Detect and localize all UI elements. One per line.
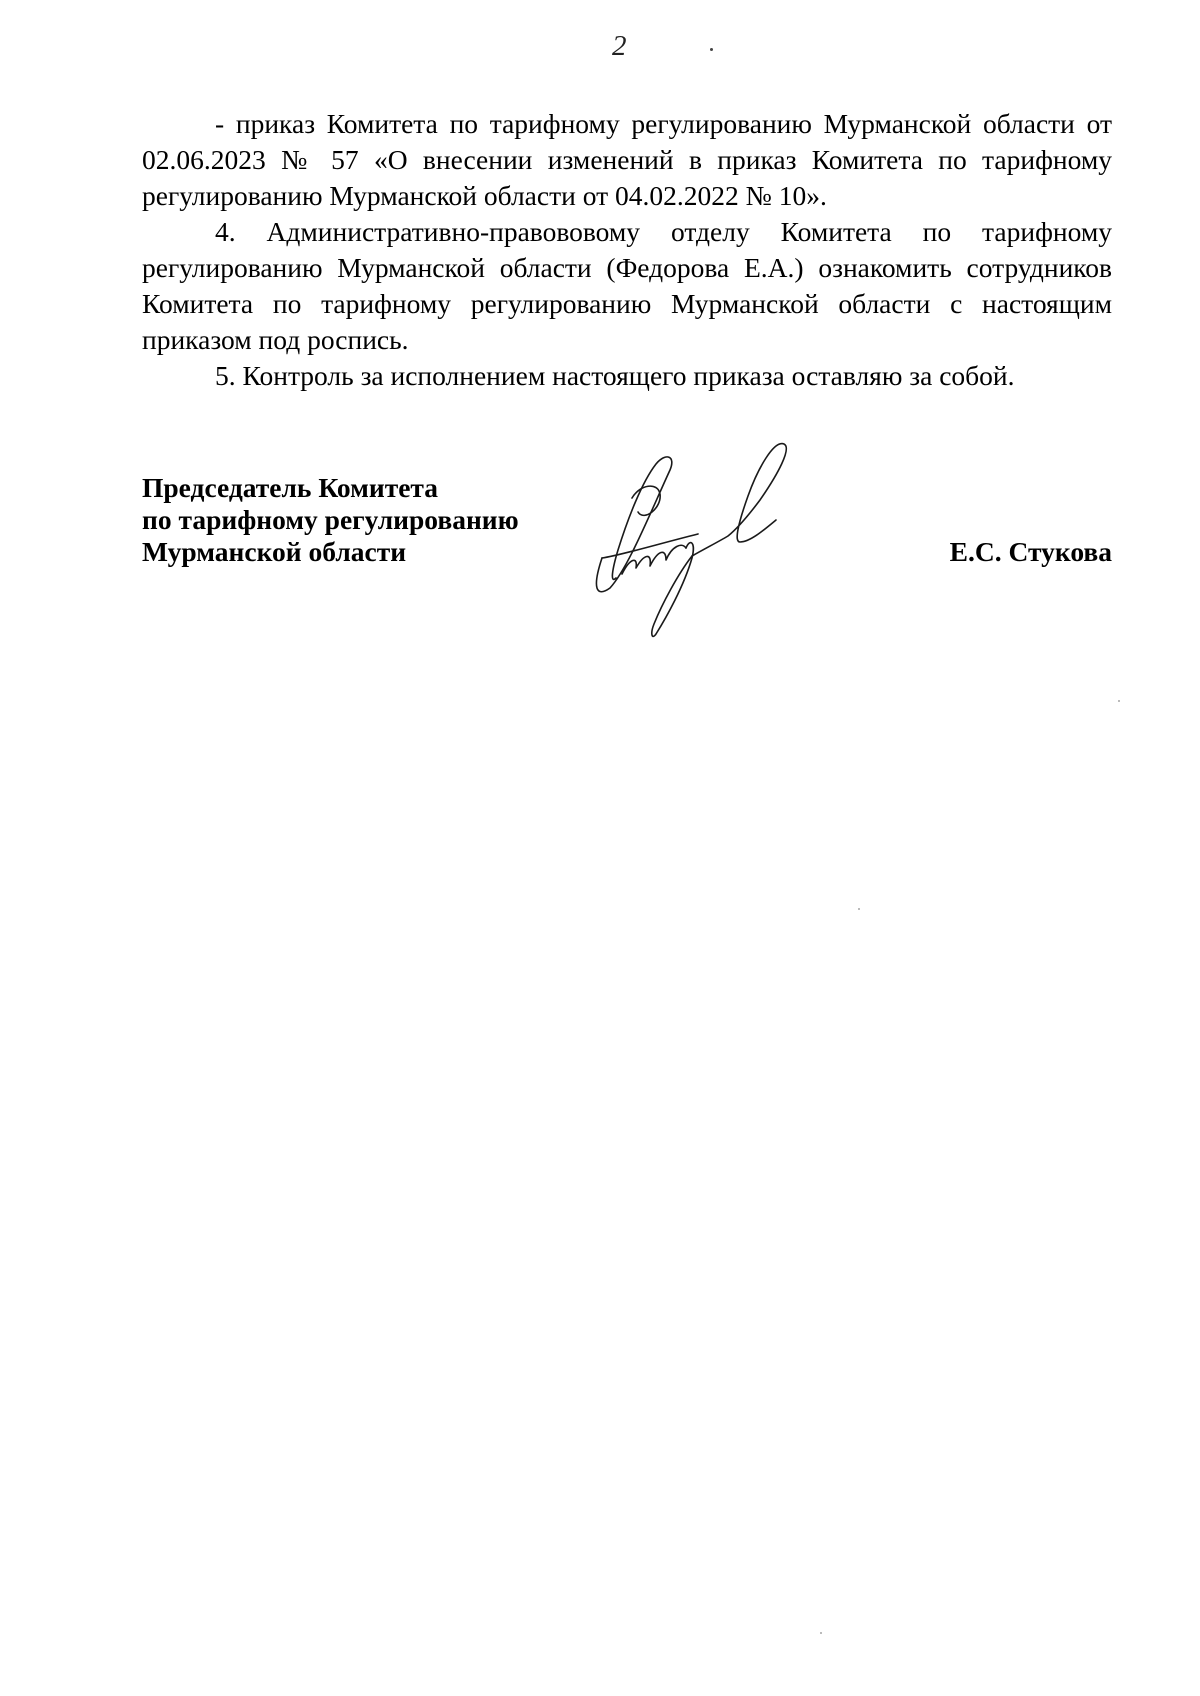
- handwritten-signature: [588, 438, 818, 638]
- paragraph-item-4: 4. Административно-правововому отделу Комитета по тарифному регулированию Мурманской области (Федорова Е.А.) ознакомить сотрудников Комитета по тарифному регулированию Мурманской области с настоящим приказом под роспись.: [142, 216, 1112, 355]
- position-line: Мурманской области: [142, 536, 407, 567]
- paragraph-amended-order: - приказ Комитета по тарифному регулированию Мурманской области от 02.06.2023 № 57 «О внесении изменений в приказ Комитета по тарифному регулированию Мурманской области от 04.02.2022 № 10».: [142, 108, 1112, 211]
- signatory-name: Е.С. Стукова: [949, 536, 1112, 567]
- position-line: по тарифному регулированию: [142, 504, 519, 535]
- position-line: Председатель Комитета: [142, 472, 439, 503]
- paragraph-item-5: 5. Контроль за исполнением настоящего приказа оставляю за собой.: [215, 360, 1015, 391]
- document-body: [142, 106, 1112, 394]
- scan-speck: [858, 908, 860, 910]
- page-number: 2: [612, 30, 627, 62]
- scan-speck: [1118, 700, 1120, 702]
- scan-speck: [820, 1632, 822, 1634]
- signatory-position: [142, 472, 519, 568]
- scan-speck: [710, 48, 713, 51]
